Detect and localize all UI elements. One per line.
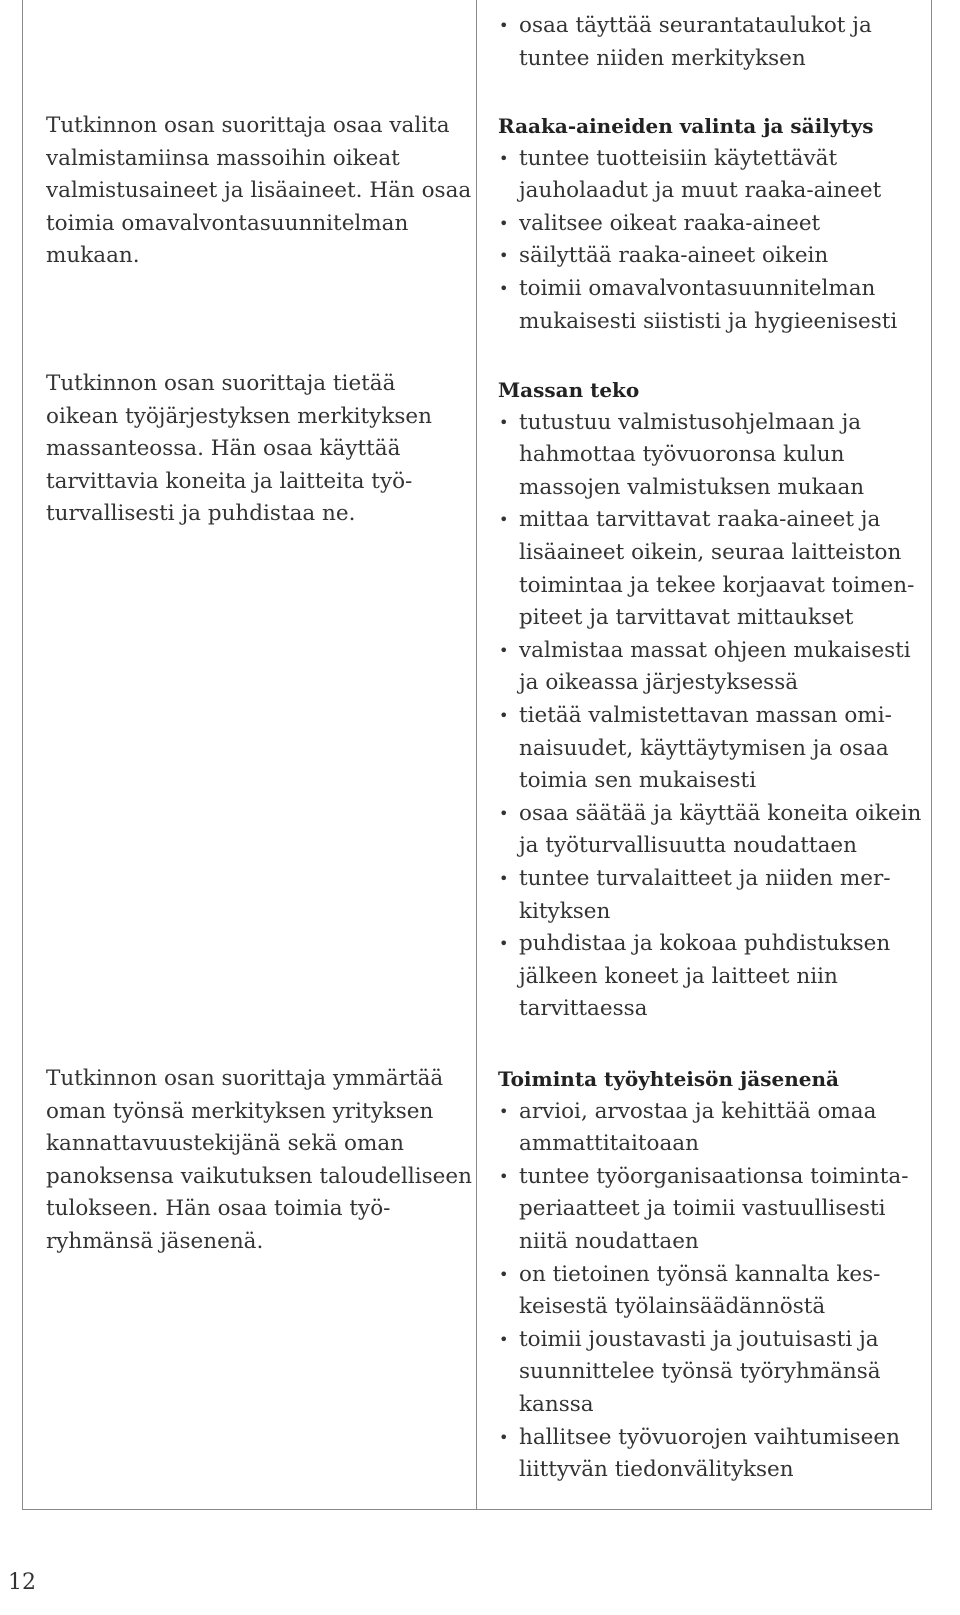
text-line: toimii joustavasti ja joutuisasti ja: [519, 1326, 879, 1352]
text-line: toimintaa ja tekee korjaavat toimen-: [519, 572, 915, 598]
text-line: Tutkinnon osan suorittaja tietää: [46, 371, 396, 396]
text-line: valitsee oikeat raaka-aineet: [519, 210, 821, 236]
bullet-item: [498, 1324, 923, 1422]
bullet-item: [498, 273, 923, 338]
text-line: valmistamiinsa massoihin oikeat: [46, 145, 400, 171]
text-line: kanssa: [519, 1391, 594, 1417]
text-line: osaa täyttää seurantataulukot ja: [519, 13, 872, 38]
criteria-paragraph: [46, 368, 466, 531]
text-line: tuntee työorganisaationsa toiminta-: [519, 1163, 909, 1189]
text-line: valmistaa massat ohjeen mukaisesti: [519, 637, 911, 663]
text-line: jälkeen koneet ja laitteet niin: [519, 963, 838, 989]
bullet-item: [498, 928, 923, 1026]
skill-section: [498, 110, 923, 338]
text-line: hahmottaa työvuoronsa kulun: [519, 442, 845, 468]
text-line: periaatteet ja toimii vastuullisesti: [519, 1196, 886, 1222]
bullet-item: [498, 1259, 923, 1324]
section-heading: Raaka-aineiden valinta ja säilytys: [498, 114, 874, 138]
text-line: jauholaadut ja muut raaka-aineet: [519, 178, 882, 204]
text-line: tuntee tuotteisiin käytettävät: [519, 145, 838, 171]
bullet-icon: •: [499, 868, 509, 888]
bullet-icon: •: [499, 510, 509, 530]
text-line: osaa säätää ja käyttää koneita oikein: [519, 800, 922, 826]
text-line: on tietoinen työnsä kannalta kes-: [519, 1261, 881, 1287]
bullet-icon: •: [499, 16, 509, 35]
bullet-item: [498, 798, 923, 863]
bullet-icon: •: [499, 1101, 509, 1121]
text-line: toimii omavalvontasuunnitelman: [519, 275, 876, 301]
bullet-icon: •: [499, 1329, 509, 1349]
text-line: naisuudet, käyttäytymisen ja osaa: [519, 735, 889, 761]
text-line: oman työnsä merkityksen yrityksen: [46, 1098, 434, 1124]
bullet-icon: •: [499, 148, 509, 168]
bullet-icon: •: [499, 246, 509, 266]
text-line: oikean työjärjestyksen merkityksen: [46, 403, 432, 429]
bullet-icon: •: [499, 278, 509, 298]
text-line: massanteossa. Hän osaa käyttää: [46, 436, 401, 462]
text-line: turvallisesti ja puhdistaa ne.: [46, 501, 356, 527]
text-line: Tutkinnon osan suorittaja ymmärtää: [46, 1066, 444, 1091]
text-line: mukaan.: [46, 243, 140, 269]
text-line: tarvittaessa: [519, 996, 648, 1022]
text-line: tietää valmistettavan massan omi-: [519, 702, 892, 728]
criteria-paragraph: [46, 110, 472, 273]
bullet-icon: •: [499, 1427, 509, 1447]
page-number: 12: [8, 1570, 36, 1595]
text-line: toimia omavalvontasuunnitelman: [46, 210, 409, 236]
text-line: ryhmänsä jäsenenä.: [46, 1228, 264, 1254]
text-line: säilyttää raaka-aineet oikein: [519, 243, 829, 269]
bullet-item: [498, 1096, 923, 1161]
text-line: kannattavuustekijänä sekä oman: [46, 1131, 405, 1157]
bullet-item: [498, 240, 923, 273]
text-line: Tutkinnon osan suorittaja osaa valita: [46, 113, 450, 138]
bullet-item: [498, 504, 923, 634]
text-line: arvioi, arvostaa ja kehittää omaa: [519, 1098, 877, 1124]
bullet-item: [498, 700, 923, 798]
text-line: kityksen: [519, 898, 611, 924]
section-heading: Massan teko: [498, 378, 640, 402]
bullet-icon: •: [499, 1166, 509, 1186]
text-line: tarvittavia koneita ja laitteita työ-: [46, 468, 413, 494]
skill-section: [498, 1063, 923, 1487]
text-line: massojen valmistuksen mukaan: [519, 474, 865, 500]
bullet-item: [498, 407, 923, 505]
text-line: ammattitaitoaan: [519, 1131, 699, 1157]
text-line: liittyvän tiedonvälityksen: [519, 1457, 794, 1483]
bullet-item: [498, 208, 923, 241]
column-divider: [476, 0, 477, 1510]
text-line: tutustuu valmistusohjelmaan ja: [519, 409, 862, 435]
text-line: tuntee niiden merkityksen: [519, 45, 806, 71]
text-line: keisestä työlainsäädännöstä: [519, 1294, 826, 1320]
bullet-icon: •: [499, 705, 509, 725]
skill-section: [498, 374, 923, 1026]
bullet-item: [498, 10, 923, 75]
section-heading: Toiminta työyhteisön jäsenenä: [498, 1067, 839, 1091]
text-line: tuntee turvalaitteet ja niiden mer-: [519, 865, 891, 891]
text-line: toimia sen mukaisesti: [519, 768, 757, 794]
text-line: suunnittelee työnsä työryhmänsä: [519, 1359, 881, 1385]
bullet-item: [498, 1161, 923, 1259]
criteria-paragraph: [46, 1063, 472, 1259]
text-line: puhdistaa ja kokoaa puhdistuksen: [519, 931, 891, 957]
text-line: piteet ja tarvittavat mittaukset: [519, 605, 854, 631]
bullet-icon: •: [499, 412, 509, 432]
text-line: lisäaineet oikein, seuraa laitteiston: [519, 539, 902, 565]
text-line: hallitsee työvuorojen vaihtumiseen: [519, 1424, 900, 1450]
bullet-item: [498, 863, 923, 928]
text-line: ja oikeassa järjestyksessä: [519, 670, 799, 696]
text-line: valmistusaineet ja lisäaineet. Hän osaa: [46, 178, 472, 204]
bullet-item: [498, 143, 923, 208]
text-line: tulokseen. Hän osaa toimia työ-: [46, 1196, 391, 1222]
bullet-icon: •: [499, 640, 509, 660]
bullet-icon: •: [499, 213, 509, 233]
skill-section: [498, 10, 923, 75]
text-line: niitä noudattaen: [519, 1228, 699, 1254]
bullet-icon: •: [499, 1264, 509, 1284]
text-line: mittaa tarvittavat raaka-aineet ja: [519, 507, 881, 533]
bullet-item: [498, 1422, 923, 1487]
bullet-item: [498, 635, 923, 700]
bullet-icon: •: [499, 934, 509, 954]
bullet-icon: •: [499, 803, 509, 823]
text-line: ja työturvallisuutta noudattaen: [519, 833, 857, 859]
text-line: panoksensa vaikutuksen taloudelliseen: [46, 1163, 472, 1189]
text-line: mukaisesti siististi ja hygieenisesti: [519, 308, 898, 334]
